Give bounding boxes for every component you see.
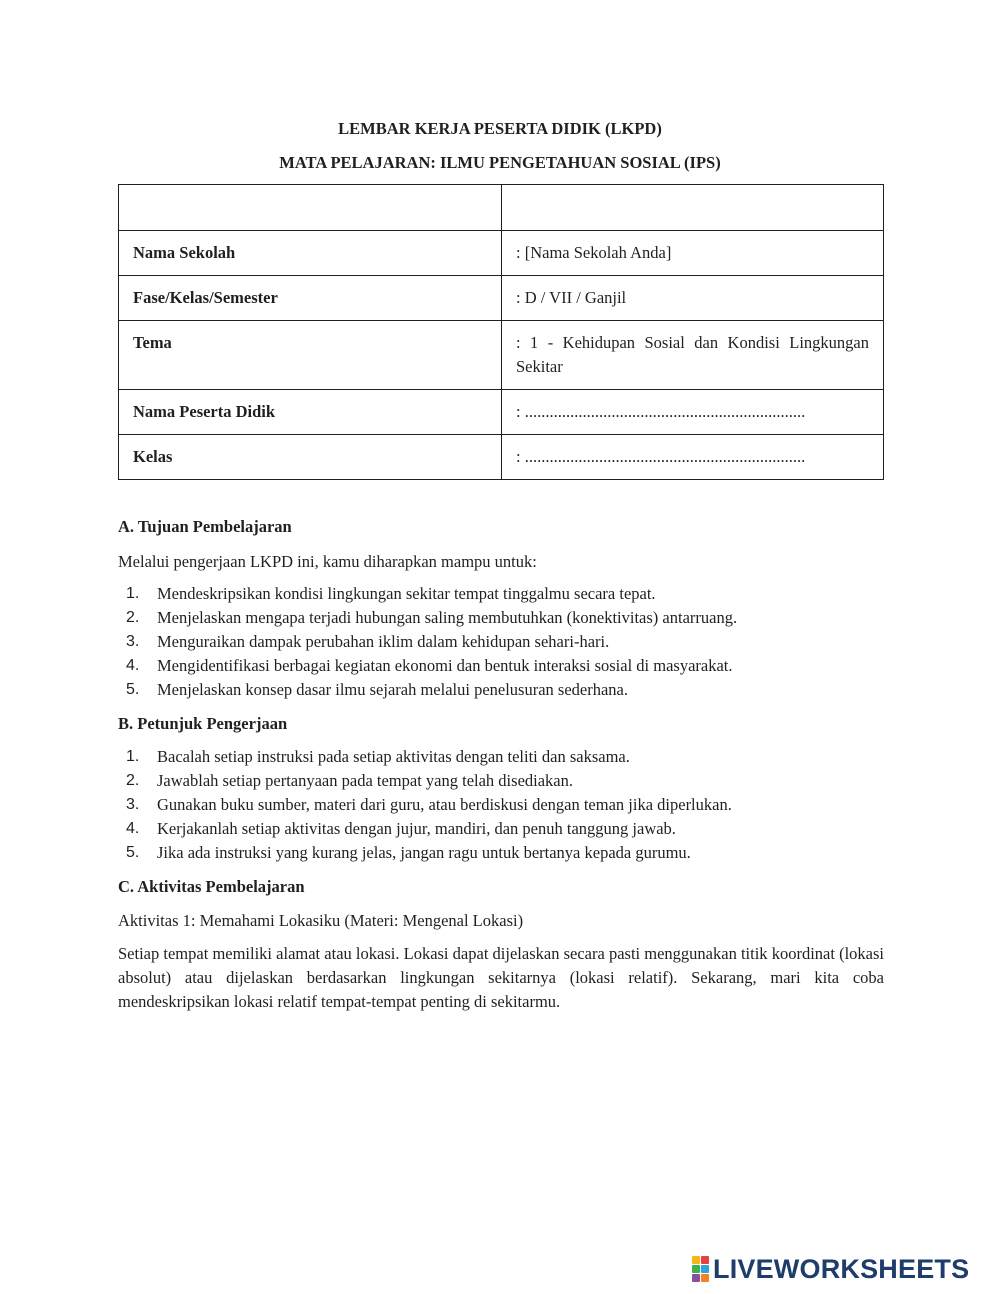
- list-number: 1.: [126, 748, 140, 765]
- list-item: [118, 630, 737, 654]
- list-item-text: Mengidentifikasi berbagai kegiatan ekonomi dan bentuk interaksi sosial di masyarakat.: [157, 656, 733, 675]
- list-item-text: Bacalah setiap instruksi pada setiap aktivitas dengan teliti dan saksama.: [157, 747, 630, 766]
- list-item-text: Mendeskripsikan kondisi lingkungan sekitar tempat tinggalmu secara tepat.: [157, 584, 656, 603]
- liveworksheets-logo: [692, 1254, 969, 1284]
- logo-square: [701, 1265, 709, 1273]
- activity-title: Aktivitas 1: Memahami Lokasiku (Materi: Mengenal Lokasi): [118, 911, 524, 930]
- table-row: [119, 231, 884, 276]
- list-number: 5.: [126, 844, 140, 861]
- table-cell-value[interactable]: [502, 185, 884, 231]
- list-item-text: Jawablah setiap pertanyaan pada tempat yang telah disediakan.: [157, 771, 573, 790]
- logo-square: [701, 1274, 709, 1282]
- list-number: 5.: [126, 681, 140, 698]
- list-item-text: Menjelaskan konsep dasar ilmu sejarah melalui penelusuran sederhana.: [157, 680, 628, 699]
- table-cell-label: Tema: [119, 321, 502, 390]
- logo-text: LIVEWORKSHEETS: [713, 1253, 970, 1284]
- list-item-text: Menjelaskan mengapa terjadi hubungan saling membutuhkan (konektivitas) antarruang.: [157, 608, 738, 627]
- list-item: [118, 817, 732, 841]
- table-cell-value: : [Nama Sekolah Anda]: [502, 231, 884, 276]
- section-c-heading: C. Aktivitas Pembelajaran: [118, 877, 305, 896]
- list-item: [118, 841, 732, 865]
- instructions-list: [118, 745, 732, 865]
- logo-square: [692, 1274, 700, 1282]
- list-item-text: Kerjakanlah setiap aktivitas dengan jujur, mandiri, dan penuh tanggung jawab.: [157, 819, 676, 838]
- list-item: [118, 582, 737, 606]
- objectives-list: [118, 582, 737, 702]
- list-item: [118, 678, 737, 702]
- student-class-field[interactable]: : ....................................................................: [502, 435, 884, 480]
- list-item-text: Menguraikan dampak perubahan iklim dalam kehidupan sehari-hari.: [157, 632, 610, 651]
- list-number: 2.: [126, 609, 140, 626]
- table-cell-label: Fase/Kelas/Semester: [119, 276, 502, 321]
- table-row: [119, 276, 884, 321]
- section-a-intro: Melalui pengerjaan LKPD ini, kamu diharapkan mampu untuk:: [118, 552, 537, 571]
- table-cell-label: Kelas: [119, 435, 502, 480]
- list-number: 4.: [126, 657, 140, 674]
- table-cell-value: : D / VII / Ganjil: [502, 276, 884, 321]
- table-cell-label: Nama Sekolah: [119, 231, 502, 276]
- table-cell-value: : 1 - Kehidupan Sosial dan Kondisi Lingkungan Sekitar: [502, 321, 884, 390]
- logo-square: [692, 1265, 700, 1273]
- list-number: 3.: [126, 633, 140, 650]
- list-number: 1.: [126, 585, 140, 602]
- section-b-heading: B. Petunjuk Pengerjaan: [118, 714, 288, 733]
- list-item: [118, 745, 732, 769]
- list-item-text: Gunakan buku sumber, materi dari guru, atau berdiskusi dengan teman jika diperlukan.: [157, 795, 732, 814]
- table-row: [119, 435, 884, 480]
- list-item: [118, 769, 732, 793]
- table-row: [119, 390, 884, 435]
- page-subtitle: MATA PELAJARAN: ILMU PENGETAHUAN SOSIAL (IPS): [279, 153, 721, 172]
- logo-square: [692, 1256, 700, 1264]
- list-item: [118, 793, 732, 817]
- list-item: [118, 606, 737, 630]
- list-number: 2.: [126, 772, 140, 789]
- list-item: [118, 654, 737, 678]
- table-cell-label: Nama Peserta Didik: [119, 390, 502, 435]
- section-a-heading: A. Tujuan Pembelajaran: [118, 517, 292, 536]
- student-name-field[interactable]: : ....................................................................: [502, 390, 884, 435]
- liveworksheets-logo-icon: [692, 1256, 709, 1282]
- student-info-table: [118, 184, 884, 480]
- page-title: LEMBAR KERJA PESERTA DIDIK (LKPD): [338, 119, 662, 138]
- table-row: [119, 185, 884, 231]
- table-row: [119, 321, 884, 390]
- table-cell-label: [119, 185, 502, 231]
- activity-paragraph: Setiap tempat memiliki alamat atau lokasi. Lokasi dapat dijelaskan secara pasti menggunakan titik koordinat (lokasi absolut) atau dijelaskan berdasarkan lingkungan sekitarnya (lokasi relatif). Sekarang, mari kita coba mendeskripsikan lokasi relatif tempat-tempat penting di sekitarmu.: [118, 944, 884, 1011]
- list-number: 4.: [126, 820, 140, 837]
- list-item-text: Jika ada instruksi yang kurang jelas, jangan ragu untuk bertanya kepada gurumu.: [157, 843, 691, 862]
- logo-square: [701, 1256, 709, 1264]
- list-number: 3.: [126, 796, 140, 813]
